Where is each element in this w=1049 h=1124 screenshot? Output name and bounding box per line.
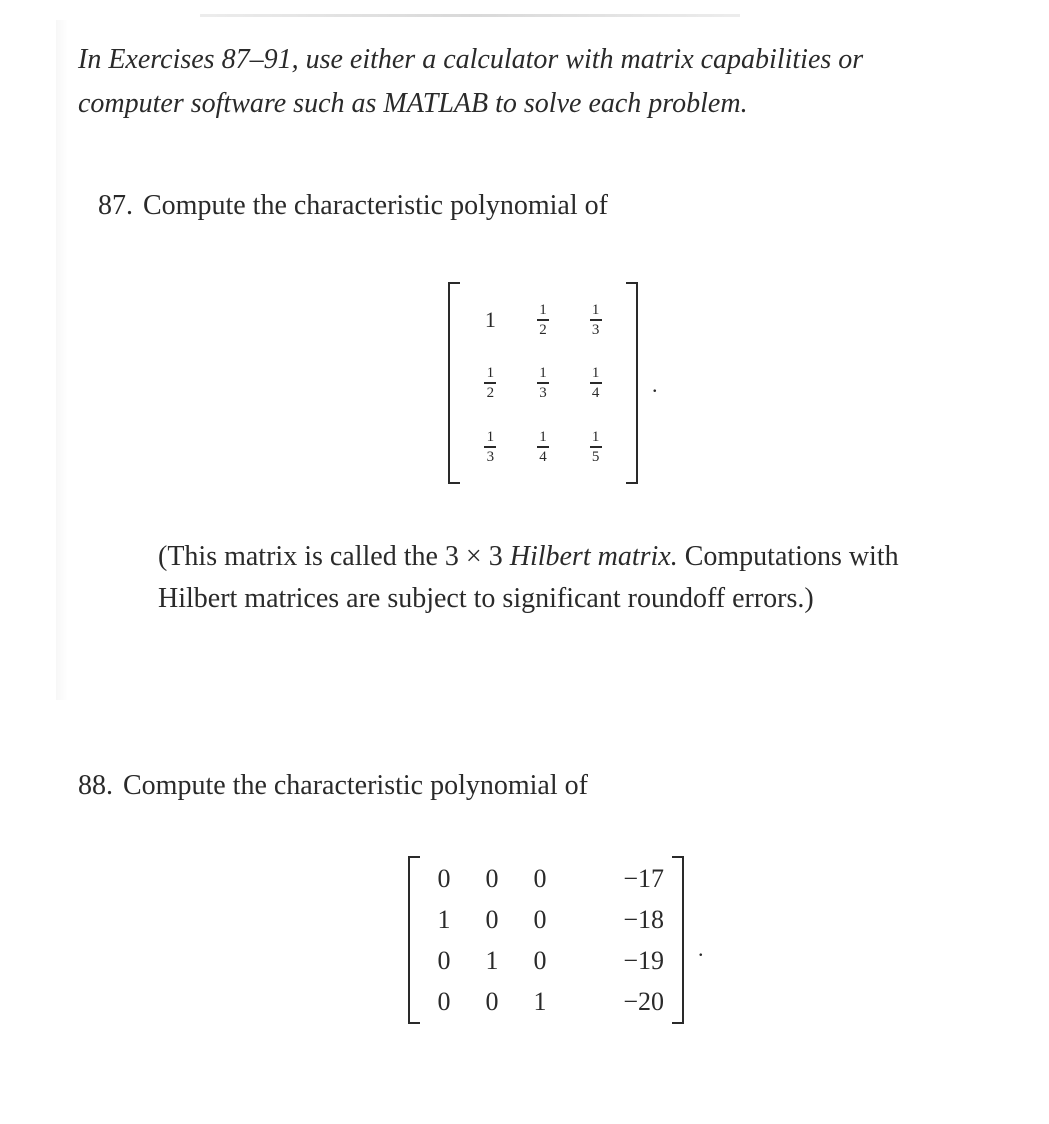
matrix-entry: 1 (485, 945, 499, 975)
matrix-right-bracket (626, 282, 638, 484)
fraction (590, 365, 602, 401)
matrix-cell (590, 428, 602, 465)
problem-88-heading (78, 766, 588, 806)
matrix-88-period: . (698, 936, 704, 961)
fraction (590, 429, 602, 465)
matrix-entry: 0 (533, 945, 547, 975)
fraction (484, 429, 496, 465)
matrix-cell (537, 301, 549, 338)
matrix-entry: 1 (533, 986, 547, 1016)
matrix-entry: 0 (485, 904, 499, 934)
hilbert-note (158, 536, 964, 620)
matrix-entry: 0 (437, 986, 451, 1016)
matrix-cell (484, 428, 496, 465)
denominator: 3 (539, 385, 547, 402)
fraction-bar (484, 446, 496, 448)
top-edge-rule (200, 14, 740, 17)
problem-87-number: 87. (98, 190, 133, 221)
fraction (537, 365, 549, 401)
matrix-entry: 0 (533, 863, 547, 893)
numerator: 1 (539, 428, 547, 445)
problem-88-text: Compute the characteristic polynomial of (123, 770, 588, 801)
numerator: 1 (591, 428, 600, 445)
matrix-entry: 1 (437, 904, 451, 934)
matrix-entry: −17 (623, 863, 664, 893)
fraction-bar (484, 382, 496, 384)
matrix-entry: 0 (485, 863, 499, 893)
matrix-left-bracket (448, 282, 460, 484)
problem-87-text: Compute the characteristic polynomial of (143, 190, 608, 221)
problem-88-number: 88. (78, 770, 113, 801)
numerator: 1 (486, 365, 495, 382)
numerator: 1 (591, 365, 600, 382)
matrix-cell (590, 301, 602, 338)
matrix-entry: −19 (623, 945, 664, 975)
numerator: 1 (539, 302, 547, 319)
fraction-bar (590, 319, 602, 321)
fraction-bar (537, 319, 549, 321)
companion-matrix-grid (420, 858, 672, 1022)
hilbert-matrix (448, 282, 638, 484)
matrix-87-period: . (652, 372, 658, 397)
numerator: 1 (486, 428, 495, 445)
matrix-entry: 0 (533, 904, 547, 934)
matrix-cell (537, 364, 549, 401)
denominator: 4 (539, 448, 547, 465)
fraction-bar (537, 446, 549, 448)
matrix-entry: −18 (623, 904, 664, 934)
hilbert-matrix-grid (464, 288, 622, 478)
fraction (537, 429, 549, 465)
page-gutter-shade (56, 20, 68, 700)
matrix-entry: −20 (623, 986, 664, 1016)
fraction-bar (537, 382, 549, 384)
note-end: Computations with Hilbert matrices are subject to significant roundoff errors.) (158, 541, 899, 614)
denominator: 5 (591, 448, 600, 465)
fraction-bar (590, 446, 602, 448)
matrix-left-bracket (408, 856, 420, 1024)
matrix-cell (484, 364, 496, 401)
companion-matrix (408, 856, 684, 1024)
exercise-instructions: In Exercises 87–91, use either a calculator with matrix capabilities or computer software such as MATLAB to solve each problem. (78, 44, 864, 119)
denominator: 4 (591, 385, 600, 402)
fraction-bar (590, 382, 602, 384)
denominator: 2 (539, 322, 547, 339)
fraction (484, 365, 496, 401)
fraction (590, 302, 602, 338)
problem-87-heading (98, 186, 608, 226)
denominator: 2 (486, 385, 495, 402)
matrix-right-bracket (672, 856, 684, 1024)
note-start: (This matrix is called the 3 × 3 (158, 541, 510, 572)
matrix-entry: 0 (485, 986, 499, 1016)
matrix-cell (485, 307, 496, 333)
numerator: 1 (539, 365, 547, 382)
matrix-cell (590, 364, 602, 401)
matrix-entry: 0 (437, 863, 451, 893)
denominator: 3 (591, 322, 600, 339)
matrix-entry: 1 (484, 306, 496, 332)
matrix-entry: 0 (437, 945, 451, 975)
numerator: 1 (591, 302, 600, 319)
note-hilbert-term: Hilbert matrix. (509, 541, 678, 572)
matrix-cell (537, 428, 549, 465)
denominator: 3 (486, 448, 495, 465)
fraction (537, 302, 549, 338)
